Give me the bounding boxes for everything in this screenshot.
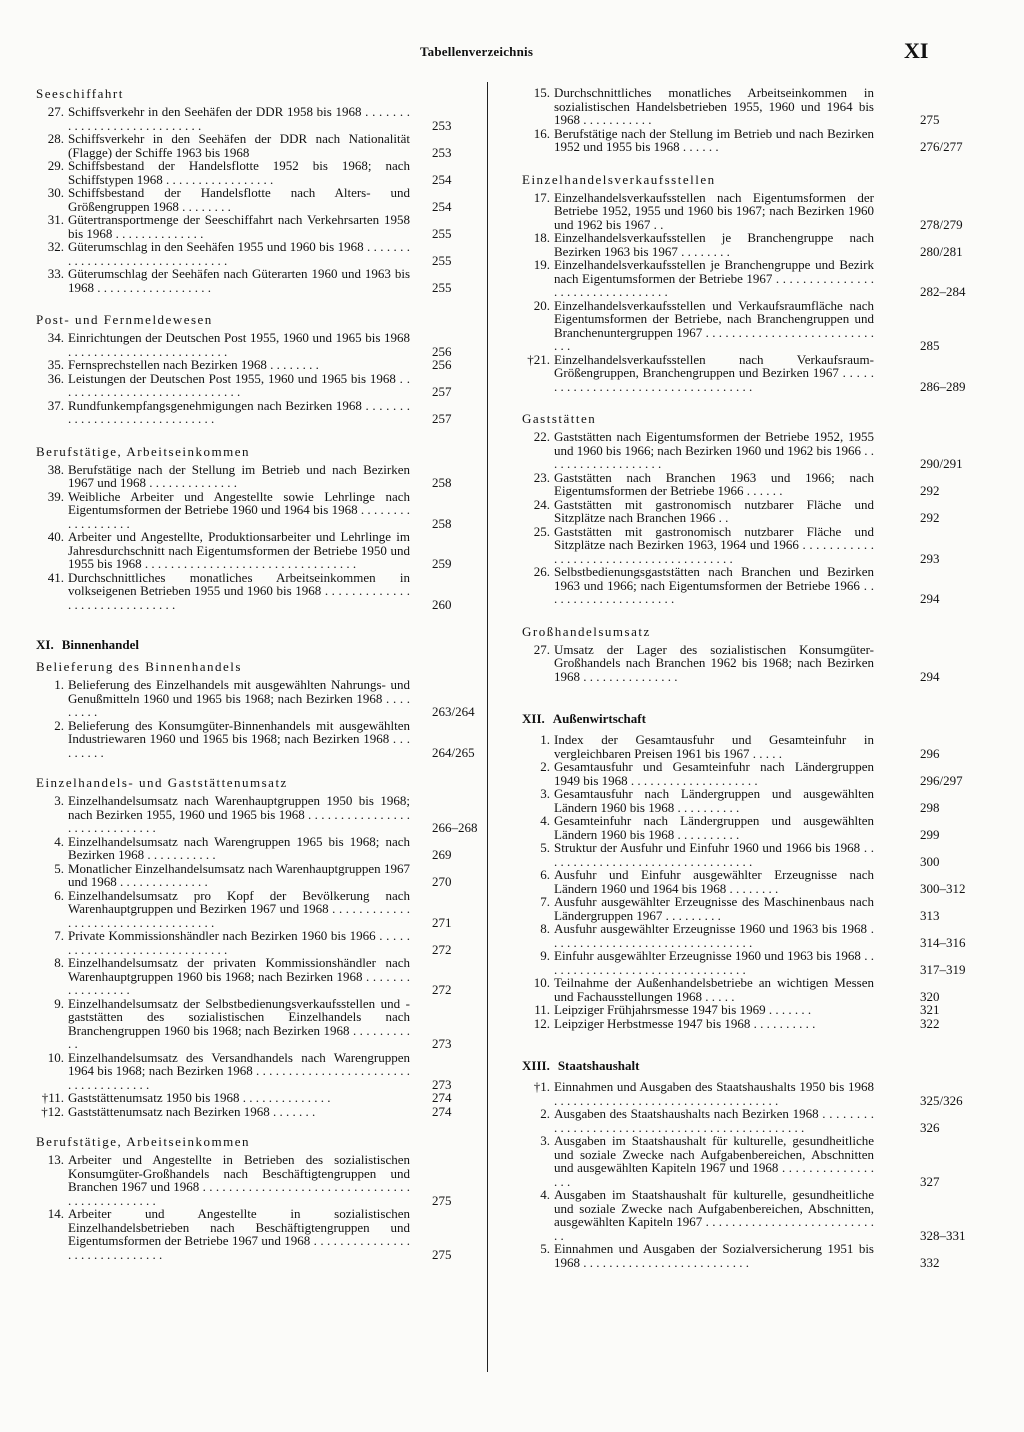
entry-page: 285 — [920, 338, 940, 353]
entry-page: 313 — [920, 907, 940, 923]
chapter-number: XII. — [522, 711, 545, 726]
entry-page: 253 — [432, 144, 452, 160]
toc-entry[interactable] — [47, 266, 452, 295]
entry-text: Einzelhandelsumsatz pro Kopf der Bevölkerung nach Warenhauptgruppen und Bezirken 1967 und 1968 . . . . . . . . . . . . . . . . . . . . . . . . . . . . . . . . . . . — [68, 887, 410, 930]
entry-text: Leistungen der Deutschen Post 1955, 1960 und 1965 bis 1968 . . . . . . . . . . . . . . . . . . . . . . . . . . . . . — [68, 370, 410, 399]
entry-text: Ausfuhr ausgewählter Erzeugnisse 1960 und 1963 bis 1968 . . . . . . . . . . . . . . . . . . . . . . . . . . . . . . . . — [554, 921, 874, 950]
section-title: Großhandelsumsatz — [522, 623, 651, 639]
entry-text: Leipziger Frühjahrsmesse 1947 bis 1969 . . . . . . . — [554, 1002, 812, 1017]
toc-section — [522, 411, 963, 606]
entry-page: 296 — [920, 745, 940, 761]
entry-text: Schiffsverkehr in den Seehäfen der DDR nach Nationalität (Flagge) der Schiffe 1963 bis 1968 — [68, 131, 410, 160]
entry-number: 4. — [540, 1187, 550, 1202]
section-title: Seeschiffahrt — [36, 86, 124, 101]
toc-entry[interactable] — [533, 564, 940, 606]
entry-text: Ausgaben des Staatshaushalts nach Bezirken 1968 . . . . . . . . . . . . . . . . . . . . . . . . . . . . . . . . . . . . . . . . . . . . . . . — [554, 1106, 874, 1135]
entry-number: †21. — [527, 351, 550, 367]
entry-text: Fernsprechstellen nach Bezirken 1968 . . . . . . . . — [68, 357, 319, 372]
entry-number: 4. — [54, 833, 64, 849]
entry-page: 271 — [432, 914, 452, 930]
entry-page: 325/326 — [920, 1092, 963, 1108]
entry-text: Index der Gesamtausfuhr und Gesamteinfuhr in vergleichbaren Preisen 1961 bis 1967 . . . . . — [554, 732, 874, 761]
entry-page: 300–312 — [920, 880, 966, 896]
entry-text: Schiffsbestand der Handelsflotte 1952 bis 1968; nach Schiffstypen 1968 . . . . . . . . . . . . . . . . . — [68, 158, 410, 187]
entry-page: 272 — [432, 982, 452, 997]
entry-page: 321 — [920, 1002, 940, 1017]
toc-section — [522, 1058, 966, 1270]
section-title: Einzelhandels- und Gaststättenumsatz — [36, 775, 288, 790]
toc-entry[interactable] — [54, 995, 452, 1051]
entry-number: 10. — [47, 1049, 64, 1065]
entry-text: Durchschnittliches monatliches Arbeitseinkommen in volkseigenen Betrieben 1955 und 1960 bis 1968 . . . . . . . . . . . . . . . . . . . . . . . . . . . . . . — [68, 569, 410, 612]
chapter-name: Staatshaushalt — [557, 1058, 640, 1073]
entry-number: †11. — [41, 1090, 64, 1105]
entry-text: Ausgaben im Staatshaushalt für kulturelle, gesundheitliche und soziale Zwecke nach Aufgabenbereichen, Abschnitten und ausgewählten Kapiteln 1967 und 1968 . . . . . . . . . . . . . . . . . — [554, 1133, 874, 1189]
entry-text: Einzelhandelsumsatz der Selbstbedienungsverkaufsstellen und -gaststätten des sozialistischen Einzelhandels nach Branchengruppen 1960 bis 1968; nach Bezirken 1968 . . . . . . . . . . . — [68, 995, 410, 1051]
entry-number: 7. — [540, 894, 550, 909]
entry-number: 2. — [540, 1106, 550, 1121]
toc-entry[interactable] — [47, 330, 452, 359]
entry-text: Private Kommissionshändler nach Bezirken 1960 bis 1966 . . . . . . . . . . . . . . . . . . . . . . . . . . . . . . — [68, 928, 410, 957]
entry-text: Gaststätten mit gastronomisch nutzbarer Fläche und Sitzplätze nach Bezirken 1963, 1964 und 1966 . . . . . . . . . . . . . . . . . . . . . . . . . . . . . . . . . . . . . . . — [554, 523, 874, 566]
entry-page: 269 — [432, 847, 452, 862]
entry-page: 257 — [432, 384, 452, 399]
entry-number: 36. — [47, 370, 64, 386]
section-title: Berufstätige, Arbeitseinkommen — [36, 443, 250, 459]
toc-entry[interactable] — [54, 860, 452, 889]
entry-page: 292 — [920, 510, 940, 525]
entry-number: 15. — [533, 85, 550, 100]
toc-entry[interactable] — [47, 357, 452, 372]
entry-number: 5. — [54, 860, 64, 876]
entry-number: 11. — [534, 1002, 550, 1017]
entry-text: Ausfuhr und Einfuhr ausgewählter Erzeugnisse nach Ländern 1960 und 1964 bis 1968 . . . . . . . . — [554, 867, 874, 896]
entry-page: 275 — [920, 112, 940, 127]
toc-entry[interactable] — [54, 677, 475, 719]
section-title: Belieferung des Binnenhandels — [36, 659, 242, 674]
entry-page: 258 — [432, 475, 452, 490]
entry-text: Berufstätige nach der Stellung im Betrieb und nach Bezirken 1952 und 1955 bis 1968 . . . . . . — [554, 125, 874, 154]
toc-entry[interactable] — [54, 717, 475, 760]
entry-page: 273 — [432, 1076, 452, 1092]
entry-page: 294 — [920, 668, 940, 684]
toc-entry[interactable] — [47, 158, 452, 187]
entry-page: 282–284 — [920, 284, 966, 299]
toc-entry[interactable] — [540, 1187, 966, 1243]
entry-page: 296/297 — [920, 772, 963, 788]
entry-number: 22. — [533, 429, 550, 444]
toc-entry[interactable] — [47, 370, 452, 399]
entry-number: 31. — [47, 212, 64, 227]
page-header — [0, 38, 1024, 68]
toc-entry[interactable] — [54, 955, 452, 997]
entry-text: Einzelhandelsverkaufsstellen je Branchengruppe nach Bezirken 1963 bis 1967 . . . . . . . . — [554, 230, 874, 259]
toc-entry[interactable] — [533, 1015, 940, 1031]
entry-text: Einnahmen und Ausgaben der Sozialversicherung 1951 bis 1968 . . . . . . . . . . . . . . . . . . . . . . . . . . — [554, 1241, 874, 1270]
toc-entry[interactable] — [47, 461, 452, 490]
toc-entry[interactable] — [54, 928, 452, 957]
chapter-number: XIII. — [522, 1058, 550, 1073]
entry-number: 8. — [540, 921, 550, 936]
entry-number: 35. — [47, 357, 64, 372]
entry-number: 7. — [54, 928, 64, 943]
entry-number: 2. — [54, 717, 64, 733]
entry-number: 3. — [540, 1133, 550, 1148]
entry-page: 255 — [432, 252, 452, 268]
toc-entry[interactable] — [540, 759, 963, 788]
entry-page: 255 — [432, 279, 452, 295]
entry-page: 254 — [432, 171, 452, 187]
entry-text: Einnahmen und Ausgaben des Staatshaushalts 1950 bis 1968 . . . . . . . . . . . . . . . . . . . . . . . . . . . . . . . . . . . — [554, 1079, 874, 1108]
entry-text: Monatlicher Einzelhandelsumsatz nach Warenhauptgruppen 1967 und 1968 . . . . . . . . . . . . . . — [68, 860, 410, 889]
entry-number: 5. — [540, 840, 550, 855]
entry-text: Gaststättenumsatz nach Bezirken 1968 . . . . . . . — [68, 1103, 316, 1119]
entry-page: 258 — [432, 515, 452, 531]
entry-text: Einzelhandelsverkaufsstellen je Branchengruppe und Bezirk nach Eigentumsformen der Betriebe 1967 . . . . . . . . . . . . . . . . . . . . . . . . . . . . . . . . . — [554, 257, 874, 299]
toc-entry[interactable] — [533, 125, 963, 154]
entry-text: Arbeiter und Angestellte in sozialistischen Einzelhandelsbetrieben nach Beschäftigtengruppen und Eigentumsformen der Betriebe 1967 und 1968 . . . . . . . . . . . . . . . . . . . . . . . . . . . . . . — [68, 1206, 410, 1262]
entry-text: Gaststättenumsatz 1950 bis 1968 . . . . . . . . . . . . . . — [68, 1090, 331, 1105]
toc-entry[interactable] — [540, 921, 966, 950]
entry-text: Belieferung des Konsumgüter-Binnenhandels mit ausgewählten Industriewaren 1960 und 1965 bis 1968; nach Bezirken 1968 . . . . . . . . . — [68, 717, 410, 760]
running-title: Tabellenverzeichnis — [420, 44, 534, 59]
entry-page: 274 — [432, 1090, 452, 1105]
entry-page: 317–319 — [920, 961, 966, 977]
entry-page: 275 — [432, 1246, 452, 1262]
entry-page: 273 — [432, 1036, 452, 1051]
toc-entry[interactable] — [47, 569, 452, 612]
entry-number: 26. — [533, 564, 550, 579]
toc-entry[interactable] — [540, 894, 940, 923]
toc-entry[interactable] — [47, 185, 452, 214]
entry-page: 257 — [432, 411, 452, 426]
entry-page: 254 — [432, 198, 452, 214]
entry-text: Einfuhr ausgewählter Erzeugnisse 1960 und 1963 bis 1968 . . . . . . . . . . . . . . . . . . . . . . . . . . . . . . . . — [554, 948, 874, 977]
entry-text: Teilnahme der Außenhandelsbetriebe an wichtigen Messen und Fachausstellungen 1968 . . . . . — [554, 975, 874, 1004]
entry-page: 286–289 — [920, 378, 966, 394]
entry-text: Güterumschlag in den Seehäfen 1955 und 1960 bis 1968 . . . . . . . . . . . . . . . . . . . . . . . . . . . . . . . . — [68, 239, 410, 268]
entry-text: Einzelhandelsumsatz nach Warenhauptgruppen 1950 bis 1968; nach Bezirken 1955, 1960 und 1965 bis 1968 . . . . . . . . . . . . . . . . . . . . . . . . . . . . . . — [68, 793, 410, 835]
entry-number: 34. — [47, 330, 64, 345]
toc-entry[interactable] — [540, 732, 940, 761]
toc-entry[interactable] — [533, 189, 963, 232]
entry-text: Durchschnittliches monatliches Arbeitseinkommen in sozialistischen Handelsbetrieben 1955, 1960 und 1964 bis 1968 . . . . . . . . . . . — [554, 85, 874, 127]
right-column — [522, 85, 966, 1270]
toc-entry[interactable] — [533, 496, 940, 525]
entry-page: 256 — [432, 357, 452, 372]
toc-entry[interactable] — [47, 212, 452, 241]
toc-entry[interactable] — [47, 529, 452, 571]
toc-section — [36, 775, 478, 1119]
toc-section — [522, 624, 942, 684]
toc-entry[interactable] — [41, 1103, 452, 1119]
entry-text: Gaststätten mit gastronomisch nutzbarer Fläche und Sitzplätze nach Branchen 1966 . . — [554, 496, 874, 525]
entry-number: 27. — [533, 641, 550, 657]
toc-entry[interactable] — [47, 1049, 452, 1092]
entry-page: 328–331 — [920, 1227, 966, 1243]
entry-number: 28. — [47, 131, 64, 146]
entry-text: Umsatz der Lager des sozialistischen Konsumgüter-Großhandels nach Branchen 1962 bis 1968; nach Bezirken 1968 . . . . . . . . . . . . . . . — [554, 641, 874, 684]
toc-entry[interactable] — [533, 257, 966, 299]
entry-number: 2. — [540, 759, 550, 774]
entry-page: 276/277 — [920, 139, 963, 154]
toc-section — [522, 85, 963, 154]
entry-number: 6. — [54, 887, 64, 903]
entry-text: Güterumschlag der Seehäfen nach Güterarten 1960 und 1963 bis 1968 . . . . . . . . . . . . . . . . . . — [68, 266, 410, 295]
entry-page: 266–268 — [432, 820, 478, 835]
column-divider — [487, 82, 488, 1372]
entry-page: 322 — [920, 1015, 940, 1031]
toc-entry[interactable] — [533, 230, 963, 259]
entry-number: 12. — [533, 1015, 550, 1031]
chapter-number: XI. — [36, 637, 54, 652]
entry-text: Leipziger Herbstmesse 1947 bis 1968 . . . . . . . . . . — [554, 1015, 816, 1031]
entry-page: 263/264 — [432, 704, 475, 719]
entry-page: 293 — [920, 550, 940, 566]
toc-section — [36, 444, 466, 612]
entry-text: Gütertransportmenge der Seeschiffahrt nach Verkehrsarten 1958 bis 1968 . . . . . . . . . . . . . . — [68, 212, 410, 241]
toc-entry[interactable] — [533, 297, 940, 353]
entry-page: 253 — [432, 117, 452, 133]
toc-entry[interactable] — [533, 1079, 963, 1108]
entry-number: 9. — [540, 948, 550, 963]
entry-text: Arbeiter und Angestellte, Produktionsarbeiter und Lehrlinge im Jahresdurchschnitt nach Eigentumsformen der Betriebe 1950 und 1955 bis 1968 . . . . . . . . . . . . . . . . . . . . . . . . . . . . . . . . . — [68, 529, 410, 571]
entry-text: Selbstbedienungsgaststätten nach Branchen und Bezirken 1963 und 1966; nach Eigentumsformen der Betriebe 1966 . . . . . . . . . . . . . . . . . . . . . — [554, 564, 874, 606]
entry-number: 37. — [47, 397, 64, 413]
entry-text: Belieferung des Einzelhandels mit ausgewählten Nahrungs- und Genußmitteln 1960 und 1965 bis 1968; nach Bezirken 1968 . . . . . . . . . — [68, 677, 410, 719]
entry-page: 327 — [920, 1173, 940, 1189]
section-title: Einzelhandelsverkaufsstellen — [522, 171, 716, 187]
toc-section — [522, 171, 966, 394]
entry-page: 260 — [432, 596, 452, 612]
entry-number: 27. — [47, 104, 64, 119]
entry-page: 314–316 — [920, 934, 966, 950]
toc-entry[interactable] — [533, 975, 940, 1004]
entry-text: Gesamteinfuhr nach Ländergruppen und ausgewählten Ländern 1960 bis 1968 . . . . . . . . . . — [554, 813, 874, 842]
toc-entry[interactable] — [540, 840, 940, 869]
entry-page: 332 — [920, 1254, 940, 1270]
entry-page: 274 — [432, 1103, 452, 1119]
toc-entry[interactable] — [533, 469, 940, 498]
entry-number: 14. — [47, 1206, 64, 1221]
entry-number: 13. — [47, 1152, 64, 1167]
entry-number: 17. — [533, 189, 550, 205]
toc-entry[interactable] — [47, 1152, 452, 1208]
entry-number: 9. — [54, 995, 64, 1011]
entry-text: Berufstätige nach der Stellung im Betrieb und nach Bezirken 1967 und 1968 . . . . . . . . . . . . . . — [68, 461, 410, 490]
entry-number: 39. — [47, 488, 64, 504]
entry-number: †12. — [41, 1103, 64, 1119]
toc-entry[interactable] — [47, 1206, 452, 1262]
entry-number: 30. — [47, 185, 64, 200]
entry-number: 19. — [533, 257, 550, 272]
entry-page: 299 — [920, 826, 940, 842]
toc-entry[interactable] — [527, 351, 966, 394]
entry-page: 259 — [432, 556, 452, 571]
toc-section — [522, 711, 966, 1031]
entry-page: 256 — [432, 343, 452, 359]
entry-text: Einzelhandelsverkaufsstellen nach Verkaufsraum-Größengruppen, Branchengruppen und Bezirken 1967 . . . . . . . . . . . . . . . . . . . . . . . . . . . . . . . . . . . . — [554, 351, 874, 394]
entry-page: 278/279 — [920, 216, 963, 232]
toc-section — [36, 86, 466, 294]
entry-number: 8. — [54, 955, 64, 970]
toc-section — [36, 637, 466, 653]
entry-text: Rundfunkempfangsgenehmigungen nach Bezirken 1968 . . . . . . . . . . . . . . . . . . . . . . . . . . . . . . — [68, 397, 410, 426]
toc-entry[interactable] — [540, 786, 940, 815]
entry-number: 1. — [540, 732, 550, 747]
section-title: Berufstätige, Arbeitseinkommen — [36, 1134, 250, 1149]
chapter-name: Binnenhandel — [61, 637, 140, 652]
entry-text: Ausfuhr ausgewählter Erzeugnisse des Maschinenbaus nach Ländergruppen 1967 . . . . . . . . . — [554, 894, 874, 923]
toc-entry[interactable] — [47, 397, 452, 426]
toc-entry[interactable] — [54, 793, 478, 835]
toc-entry[interactable] — [47, 239, 452, 268]
entry-page: 292 — [920, 483, 940, 498]
chapter-name: Außenwirtschaft — [552, 711, 646, 726]
toc-entry[interactable] — [540, 813, 940, 842]
toc-entry[interactable] — [41, 1090, 452, 1105]
chapter-title — [522, 711, 942, 727]
entry-text: Gesamtausfuhr nach Ländergruppen und ausgewählten Ländern 1960 bis 1968 . . . . . . . . . . — [554, 786, 874, 815]
toc-entry[interactable] — [533, 85, 940, 127]
entry-number: 6. — [540, 867, 550, 882]
entry-number: 33. — [47, 266, 64, 281]
toc-entry[interactable] — [47, 131, 452, 160]
entry-text: Gaststätten nach Branchen 1963 und 1966; nach Eigentumsformen der Betriebe 1966 . . . . . . — [554, 469, 874, 498]
toc-entry[interactable] — [533, 523, 940, 566]
toc-entry[interactable] — [540, 1133, 940, 1189]
entry-text: Schiffsbestand der Handelsflotte nach Alters- und Größengruppen 1968 . . . . . . . . — [68, 185, 410, 214]
toc-entry[interactable] — [47, 104, 452, 133]
entry-text: Gaststätten nach Eigentumsformen der Betriebe 1952, 1955 und 1960 bis 1966; nach Bezirken 1960 und 1962 bis 1966 . . . . . . . . . . . . . . . . . . . — [554, 429, 874, 471]
entry-number: 1. — [54, 677, 64, 692]
toc-entry[interactable] — [47, 488, 452, 531]
toc-entry[interactable] — [533, 641, 940, 684]
entry-page: 294 — [920, 591, 940, 606]
entry-text: Einzelhandelsumsatz nach Warengruppen 1965 bis 1968; nach Bezirken 1968 . . . . . . . . . . . — [68, 833, 410, 862]
entry-page: 264/265 — [432, 744, 475, 760]
entry-number: 25. — [533, 523, 550, 539]
entry-text: Einzelhandelsumsatz der privaten Kommissionshändler nach Warenhauptgruppen 1960 bis 1968; nach Bezirken 1968 . . . . . . . . . . . . . . . . . — [68, 955, 410, 997]
page-number: XI — [904, 38, 929, 63]
entry-number: 41. — [47, 569, 64, 585]
toc-entry[interactable] — [54, 887, 452, 930]
entry-text: Weibliche Arbeiter und Angestellte sowie Lehrlinge nach Eigentumsformen der Betriebe 1960 und 1964 bis 1968 . . . . . . . . . . . . . . . . . . — [68, 488, 410, 531]
entry-number: 38. — [47, 461, 64, 477]
entry-number: †1. — [533, 1079, 550, 1094]
left-column — [36, 86, 478, 1262]
entry-number: 29. — [47, 158, 64, 173]
toc-section — [36, 659, 475, 760]
chapter-title — [36, 637, 466, 653]
entry-number: 23. — [533, 469, 550, 485]
toc-entry[interactable] — [534, 1002, 940, 1017]
entry-text: Einzelhandelsverkaufsstellen und Verkaufsraumfläche nach Eigentumsformen der Betriebe, nach Branchengruppen und Branchenuntergruppen 1967 . . . . . . . . . . . . . . . . . . . . . . . . . . . . . — [554, 297, 874, 353]
entry-number: 3. — [54, 793, 64, 808]
entry-text: Arbeiter und Angestellte in Betrieben des sozialistischen Konsumgüter-Großhandels nach Beschäftigtengruppen und Branchen 1967 und 1968 . . . . . . . . . . . . . . . . . . . . . . . . . . . . . . . . . . . . . . . . . . . . . . — [68, 1152, 410, 1208]
entry-number: 18. — [533, 230, 550, 245]
toc-entry[interactable] — [54, 833, 452, 862]
entry-page: 300 — [920, 853, 940, 869]
entry-number: 3. — [540, 786, 550, 801]
entry-page: 272 — [432, 941, 452, 957]
toc-entry[interactable] — [540, 948, 966, 977]
entry-page: 298 — [920, 799, 940, 815]
entry-page: 290/291 — [920, 456, 963, 471]
toc-entry[interactable] — [540, 1241, 940, 1270]
toc-entry[interactable] — [540, 867, 966, 896]
entry-number: 10. — [533, 975, 550, 990]
entry-page: 320 — [920, 988, 940, 1004]
entry-number: 24. — [533, 496, 550, 512]
entry-text: Einzelhandelsumsatz des Versandhandels nach Warengruppen 1964 bis 1968; nach Bezirken 1968 . . . . . . . . . . . . . . . . . . . . . . . . . . . . . . . . . . . . . — [68, 1049, 410, 1092]
entry-text: Schiffsverkehr in den Seehäfen der DDR 1958 bis 1968 . . . . . . . . . . . . . . . . . . . . . . . . . . . . — [68, 104, 410, 133]
chapter-title — [522, 1058, 942, 1074]
entry-number: 4. — [540, 813, 550, 828]
entry-text: Ausgaben im Staatshaushalt für kulturelle, gesundheitliche und soziale Zwecke nach Aufgabenbereichen, Abschnitten, ausgewählten Kapiteln 1967 . . . . . . . . . . . . . . . . . . . . . . . . . . . . — [554, 1187, 874, 1243]
entry-number: 16. — [533, 125, 550, 141]
entry-page: 280/281 — [920, 243, 963, 259]
toc-section — [36, 1134, 466, 1261]
entry-number: 40. — [47, 529, 64, 544]
toc-entry[interactable] — [540, 1106, 940, 1135]
section-title: Post- und Fernmeldewesen — [36, 312, 213, 327]
entry-number: 20. — [533, 297, 550, 313]
toc-section — [36, 312, 466, 426]
entry-page: 270 — [432, 874, 452, 889]
entry-number: 5. — [540, 1241, 550, 1256]
entry-text: Gesamtausfuhr und Gesamteinfuhr nach Ländergruppen 1949 bis 1968 . . . . . . . . . . . . . . . . . . . . — [554, 759, 874, 788]
entry-page: 275 — [432, 1192, 452, 1208]
entry-page: 255 — [432, 225, 452, 241]
entry-page: 326 — [920, 1119, 940, 1135]
toc-entry[interactable] — [533, 429, 963, 471]
entry-text: Struktur der Ausfuhr und Einfuhr 1960 und 1966 bis 1968 . . . . . . . . . . . . . . . . . . . . . . . . . . . . . . . . . — [554, 840, 874, 869]
entry-text: Einzelhandelsverkaufsstellen nach Eigentumsformen der Betriebe 1952, 1955 und 1960 bis 1967; nach Bezirken 1960 und 1962 bis 1967 . . — [554, 189, 874, 232]
entry-number: 32. — [47, 239, 64, 254]
entry-text: Einrichtungen der Deutschen Post 1955, 1960 und 1965 bis 1968 . . . . . . . . . . . . . . . . . . . . . . . . . — [68, 330, 410, 359]
section-title: Gaststätten — [522, 411, 597, 426]
